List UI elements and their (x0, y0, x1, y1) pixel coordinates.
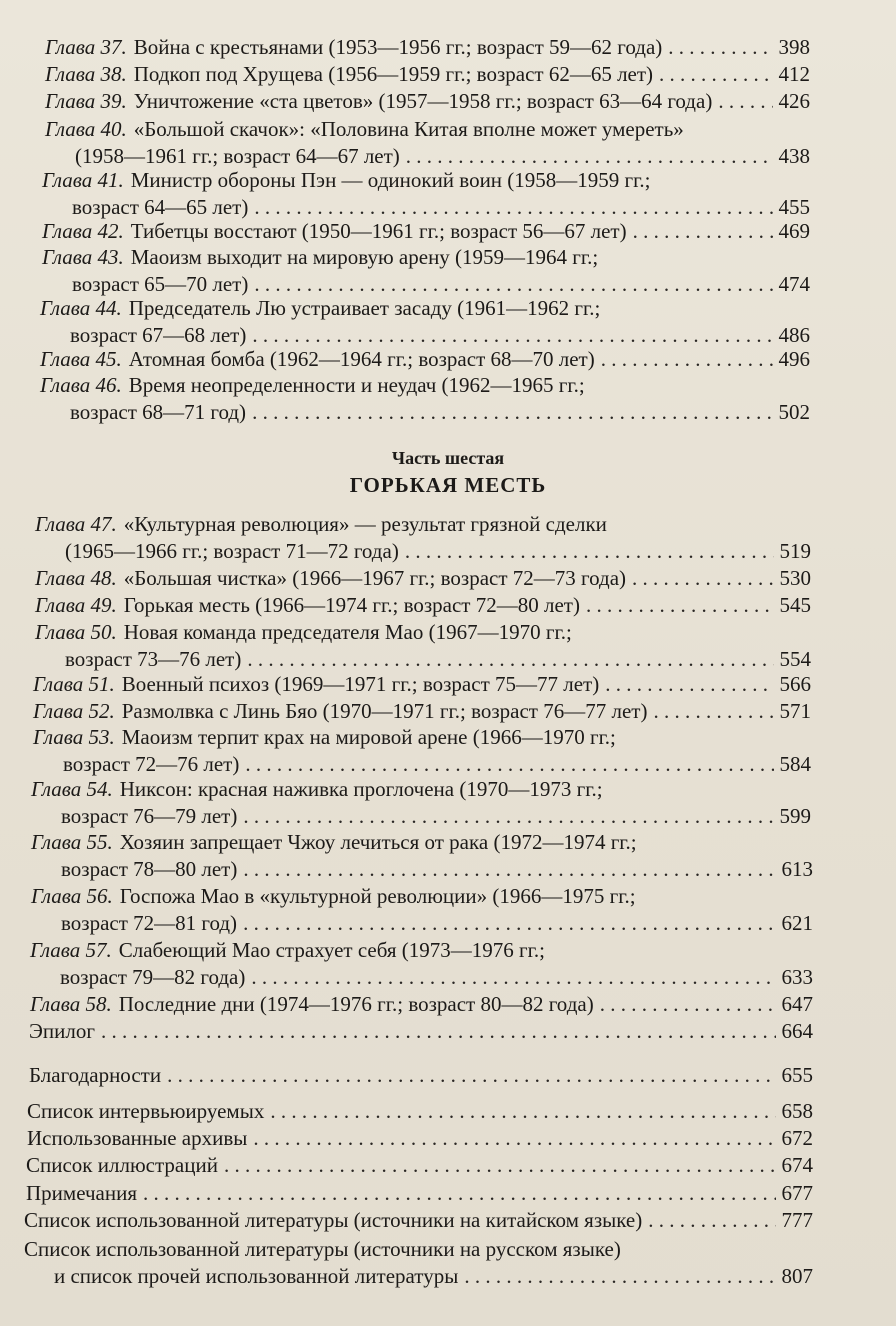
entry-title: Тибетцы восстают (1950—1961 гг.; возраст 56—67 лет) (130, 219, 627, 243)
page-number: 672 (781, 1126, 813, 1150)
dot-leader (718, 88, 772, 115)
entry-title-continued: (1958—1961 гг.; возраст 64—67 лет) (75, 144, 400, 168)
toc-entry-line (40, 372, 810, 399)
chapter-number: Глава 56. (31, 884, 113, 908)
entry-title: «Большая чистка» (1966—1967 гг.; возраст 72—73 года) (123, 566, 627, 590)
toc-entry-line (45, 143, 810, 170)
toc-entry-line (24, 1236, 813, 1263)
dot-leader (254, 194, 772, 221)
dot-leader (633, 218, 773, 245)
entry-title: Размолвка с Линь Бяо (1970—1971 гг.; возраст 76—77 лет) (121, 699, 648, 723)
toc-entry-line (31, 856, 813, 883)
page-number: 633 (781, 965, 813, 989)
entry-title: Война с крестьянами (1953—1956 гг.; возраст 59—62 года) (133, 35, 663, 59)
entry-title: Подкоп под Хрущева (1956—1959 гг.; возраст 62—65 лет) (133, 62, 654, 86)
page-number: 677 (781, 1181, 813, 1205)
toc-entry[interactable] (35, 511, 811, 565)
entry-title: Список использованной литературы (источники на китайском языке) (24, 1208, 643, 1232)
dot-leader (648, 1207, 775, 1234)
entry-title: Председатель Лю устраивает засаду (1961—1962 гг.; (128, 296, 601, 320)
toc-entry[interactable] (45, 88, 810, 115)
toc-entry-line (35, 646, 811, 673)
toc-entry-line (30, 964, 813, 991)
toc-entry-line (31, 829, 813, 856)
entry-title: Новая команда председателя Мао (1967—1970 гг.; (123, 620, 572, 644)
toc-entry[interactable] (42, 218, 810, 245)
page-number: 438 (778, 144, 810, 168)
toc-entry[interactable] (42, 167, 810, 221)
toc-entry-line (40, 399, 810, 426)
toc-entry-line (35, 538, 811, 565)
toc-entry-line (26, 1180, 813, 1207)
entry-title-continued: возраст 76—79 лет) (61, 804, 238, 828)
toc-entry-line (45, 116, 810, 143)
chapter-number: Глава 48. (35, 566, 117, 590)
toc-entry-line (42, 194, 810, 221)
dot-leader (653, 698, 773, 725)
dot-leader (406, 143, 773, 170)
toc-entry-line (31, 910, 813, 937)
toc-entry-line (27, 1098, 813, 1125)
entry-title: Военный психоз (1969—1971 гг.; возраст 75—77 лет) (121, 672, 600, 696)
toc-entry[interactable] (24, 1207, 813, 1234)
toc-entry-line (29, 1018, 813, 1045)
entry-title: Эпилог (29, 1019, 95, 1043)
toc-entry-line (42, 218, 810, 245)
toc-entry[interactable] (27, 1098, 813, 1125)
page-number: 496 (778, 347, 810, 371)
toc-entry-line (45, 34, 810, 61)
toc-entry-line (35, 565, 811, 592)
toc-entry[interactable] (27, 1125, 813, 1152)
chapter-number: Глава 57. (30, 938, 112, 962)
entry-title: Последние дни (1974—1976 гг.; возраст 80—82 года) (118, 992, 594, 1016)
page-number: 566 (779, 672, 811, 696)
toc-entry-line (35, 592, 811, 619)
toc-entry[interactable] (45, 116, 810, 170)
entry-title: Список использованной литературы (источники на русском языке) (24, 1237, 621, 1261)
entry-title-continued: возраст 68—71 год) (70, 400, 247, 424)
chapter-number: Глава 42. (42, 219, 124, 243)
page-number: 519 (779, 539, 811, 563)
entry-title: Атомная бомба (1962—1964 гг.; возраст 68—70 лет) (128, 347, 595, 371)
toc-entry-line (45, 61, 810, 88)
chapter-number: Глава 58. (30, 992, 112, 1016)
dot-leader (659, 61, 772, 88)
entry-title: Использованные архивы (27, 1126, 248, 1150)
chapter-number: Глава 51. (33, 672, 115, 696)
page-number: 426 (778, 89, 810, 113)
toc-entry-line (40, 295, 810, 322)
entry-title: Маоизм выходит на мировую арену (1959—1964 гг.; (130, 245, 599, 269)
toc-entry-line (31, 803, 811, 830)
part-title: ГОРЬКАЯ МЕСТЬ (349, 473, 547, 497)
entry-title: Примечания (26, 1181, 138, 1205)
toc-entry[interactable] (30, 991, 813, 1018)
dot-leader (254, 271, 772, 298)
page-number: 474 (778, 272, 810, 296)
entry-title-continued: возраст 78—80 лет) (61, 857, 238, 881)
entry-title-continued: возраст 65—70 лет) (72, 272, 249, 296)
toc-entry[interactable] (35, 565, 811, 592)
page-number: 502 (778, 400, 810, 424)
dot-leader (247, 646, 773, 673)
toc-entry-line (42, 244, 810, 271)
entry-title: «Большой скачок»: «Половина Китая вполне может умереть» (133, 117, 684, 141)
chapter-number: Глава 43. (42, 245, 124, 269)
page-number: 486 (778, 323, 810, 347)
toc-entry-line (30, 991, 813, 1018)
dot-leader (251, 964, 775, 991)
dot-leader (252, 399, 772, 426)
entry-title: Горькая месть (1966—1974 гг.; возраст 72—80 лет) (123, 593, 580, 617)
dot-leader (605, 671, 773, 698)
chapter-number: Глава 49. (35, 593, 117, 617)
chapter-number: Глава 46. (40, 373, 122, 397)
toc-entry[interactable] (35, 619, 811, 673)
chapter-number: Глава 55. (31, 830, 113, 854)
toc-entry[interactable] (29, 1062, 813, 1089)
entry-title: Благодарности (29, 1063, 162, 1087)
entry-title: Госпожа Мао в «культурной революции» (1966—1975 гг.; (119, 884, 636, 908)
entry-title-continued: возраст 72—76 лет) (63, 752, 240, 776)
toc-entry[interactable] (42, 244, 810, 298)
entry-title: Министр обороны Пэн — одинокий воин (1958—1959 гг.; (130, 168, 651, 192)
toc-entry-line (33, 698, 811, 725)
page-number: 584 (779, 752, 811, 776)
dot-leader (586, 592, 774, 619)
page-number: 664 (781, 1019, 813, 1043)
dot-leader (668, 34, 772, 61)
dot-leader (245, 751, 773, 778)
entry-title: Уничтожение «ста цветов» (1957—1958 гг.; возраст 63—64 года) (133, 89, 713, 113)
toc-entry[interactable] (30, 937, 813, 991)
page-number: 807 (781, 1264, 813, 1288)
dot-leader (405, 538, 774, 565)
page-number: 613 (781, 857, 813, 881)
dot-leader (101, 1018, 776, 1045)
toc-entry-line (33, 671, 811, 698)
toc-entry-line (42, 271, 810, 298)
dot-leader (143, 1180, 775, 1207)
entry-title-continued: возраст 72—81 год) (61, 911, 238, 935)
page-number: 621 (781, 911, 813, 935)
chapter-number: Глава 45. (40, 347, 122, 371)
toc-entry[interactable] (26, 1180, 813, 1207)
entry-title-continued: и список прочей использованной литературы (54, 1264, 459, 1288)
toc-entry[interactable] (40, 346, 810, 373)
toc-entry[interactable] (31, 776, 811, 830)
page-number: 554 (779, 647, 811, 671)
toc-entry-line (31, 776, 811, 803)
dot-leader (632, 565, 773, 592)
toc-entry-line (24, 1263, 813, 1290)
entry-title-continued: возраст 79—82 года) (60, 965, 246, 989)
toc-entry-line (26, 1152, 813, 1179)
chapter-number: Глава 39. (45, 89, 127, 113)
page-number: 469 (778, 219, 810, 243)
toc-entry-line (33, 751, 811, 778)
entry-title-continued: возраст 64—65 лет) (72, 195, 249, 219)
dot-leader (464, 1263, 775, 1290)
chapter-number: Глава 41. (42, 168, 124, 192)
page-number: 655 (781, 1063, 813, 1087)
page-number: 674 (781, 1153, 813, 1177)
toc-entry-line (27, 1125, 813, 1152)
toc-entry[interactable] (33, 671, 811, 698)
page-number: 658 (781, 1099, 813, 1123)
entry-title: Слабеющий Мао страхует себя (1973—1976 гг.; (118, 938, 545, 962)
toc-entry-line (24, 1207, 813, 1234)
page-number: 599 (779, 804, 811, 828)
toc-entry[interactable] (26, 1152, 813, 1179)
entry-title: Время неопределенности и неудач (1962—1965 гг.; (128, 373, 585, 397)
toc-entry-line (29, 1062, 813, 1089)
dot-leader (243, 856, 775, 883)
entry-title: Список иллюстраций (26, 1153, 218, 1177)
toc-entry-line (42, 167, 810, 194)
toc-entry[interactable] (31, 883, 813, 937)
page-number: 530 (779, 566, 811, 590)
entry-title: Хозяин запрещает Чжоу лечиться от рака (1972—1974 гг.; (119, 830, 637, 854)
chapter-number: Глава 50. (35, 620, 117, 644)
entry-title-continued: возраст 67—68 лет) (70, 323, 247, 347)
page-number: 455 (778, 195, 810, 219)
toc-entry[interactable] (33, 698, 811, 725)
page-number: 398 (778, 35, 810, 59)
dot-leader (224, 1152, 776, 1179)
toc-entry[interactable] (24, 1236, 813, 1290)
part-number: Часть шестая (391, 448, 505, 468)
page-number: 571 (779, 699, 811, 723)
toc-entry-line (33, 724, 811, 751)
chapter-number: Глава 40. (45, 117, 127, 141)
dot-leader (243, 803, 773, 830)
chapter-number: Глава 52. (33, 699, 115, 723)
dot-leader (167, 1062, 775, 1089)
toc-entry[interactable] (45, 34, 810, 61)
toc-entry[interactable] (29, 1018, 813, 1045)
entry-title: Маоизм терпит крах на мировой арене (1966—1970 гг.; (121, 725, 616, 749)
page-number: 647 (781, 992, 813, 1016)
page-number: 777 (781, 1208, 813, 1232)
chapter-number: Глава 38. (45, 62, 127, 86)
toc-entry[interactable] (40, 372, 810, 426)
chapter-number: Глава 47. (35, 512, 117, 536)
page-number: 412 (778, 62, 810, 86)
toc-entry-line (40, 346, 810, 373)
toc-entry-line (30, 937, 813, 964)
entry-title-continued: (1965—1966 гг.; возраст 71—72 года) (65, 539, 399, 563)
toc-entry[interactable] (35, 592, 811, 619)
dot-leader (601, 346, 773, 373)
entry-title-continued: возраст 73—76 лет) (65, 647, 242, 671)
toc-entry-line (31, 883, 813, 910)
page-number: 545 (779, 593, 811, 617)
chapter-number: Глава 53. (33, 725, 115, 749)
dot-leader (253, 1125, 775, 1152)
part-heading (0, 448, 896, 498)
toc-entry-line (45, 88, 810, 115)
toc-entry[interactable] (33, 724, 811, 778)
dot-leader (252, 322, 772, 349)
toc-entry[interactable] (31, 829, 813, 883)
toc-entry[interactable] (40, 295, 810, 349)
entry-title: Никсон: красная наживка проглочена (1970—1973 гг.; (119, 777, 603, 801)
dot-leader (600, 991, 776, 1018)
toc-entry-line (35, 511, 811, 538)
entry-title: Список интервьюируемых (27, 1099, 265, 1123)
toc-entry-line (40, 322, 810, 349)
entry-title: «Культурная революция» — результат грязной сделки (123, 512, 607, 536)
dot-leader (270, 1098, 775, 1125)
toc-entry-line (35, 619, 811, 646)
chapter-number: Глава 54. (31, 777, 113, 801)
chapter-number: Глава 44. (40, 296, 122, 320)
chapter-number: Глава 37. (45, 35, 127, 59)
toc-entry[interactable] (45, 61, 810, 88)
dot-leader (243, 910, 775, 937)
